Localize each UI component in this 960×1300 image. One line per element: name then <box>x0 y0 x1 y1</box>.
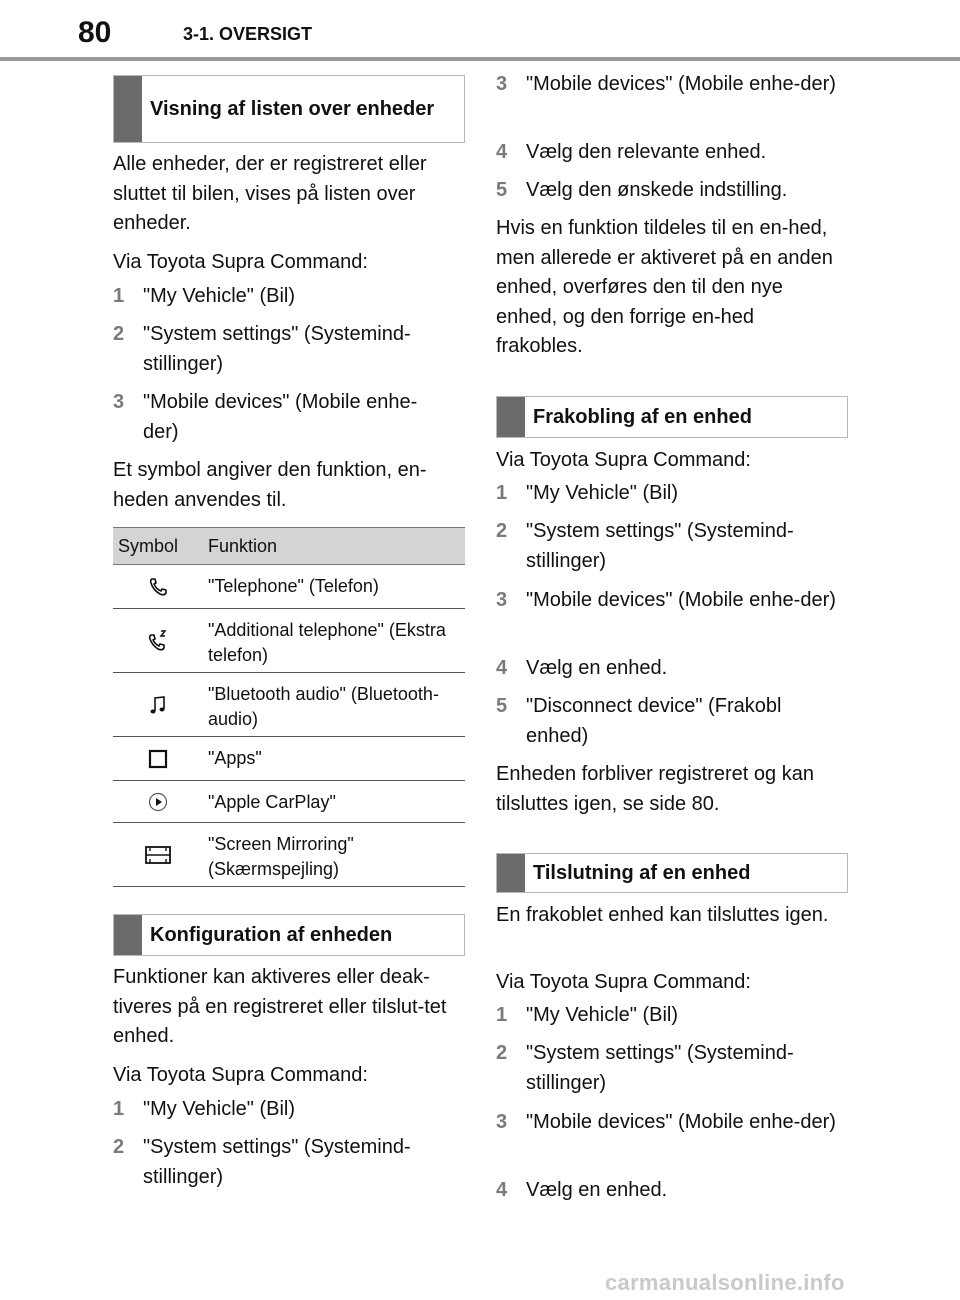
table-cell-function: "Bluetooth audio" (Bluetooth-audio) <box>203 673 465 737</box>
step-number: 5 <box>496 179 508 201</box>
step-number: 4 <box>496 141 508 163</box>
table-cell-icon <box>113 609 203 673</box>
step-number: 3 <box>496 1111 508 1133</box>
step-text: Vælg den ønskede indstilling. <box>526 179 788 201</box>
step-item <box>496 692 826 751</box>
page-number: 80 <box>78 16 112 49</box>
step-number: 3 <box>113 391 125 413</box>
config-paragraph: Funktioner kan aktiveres eller deak-tiveres på en registreret eller tilslut-tet enhed. <box>113 966 447 1047</box>
function-note: Hvis en funktion tildeles til en en-hed, men allerede er aktiveret på en anden enhed, overføres den til den nye enhed, og den forrige en-hed frakobles. <box>496 217 833 357</box>
step-text: "System settings" (Systemind-stillinger) <box>526 520 794 572</box>
step-item <box>496 1001 848 1031</box>
via-command-text: Via Toyota Supra Command: <box>496 971 751 993</box>
step-item <box>496 654 848 684</box>
telephone-icon <box>147 576 169 598</box>
step-number: 4 <box>496 1179 508 1201</box>
heading-device-list <box>113 75 465 143</box>
step-text: "My Vehicle" (Bil) <box>526 1004 679 1026</box>
heading-bar <box>497 397 525 437</box>
heading-text: Tilslutning af en enhed <box>533 862 751 884</box>
table-row <box>113 823 465 887</box>
screen-mirroring-icon <box>144 844 172 866</box>
step-item <box>496 1108 836 1138</box>
step-text: "Mobile devices" (Mobile enhe-der) <box>526 1111 836 1133</box>
heading-disconnect <box>496 396 848 438</box>
table-cell-icon <box>113 737 203 781</box>
watermark-text: carmanualsonline.info <box>605 1270 845 1295</box>
step-number: 1 <box>113 1098 125 1120</box>
step-item <box>496 1176 848 1206</box>
step-number: 3 <box>496 589 508 611</box>
header-divider <box>0 57 960 61</box>
via-command-text: Via Toyota Supra Command: <box>113 1064 368 1086</box>
table-cell-function: "Apple CarPlay" <box>203 781 465 823</box>
additional-telephone-icon <box>146 629 170 653</box>
step-text: Vælg en enhed. <box>526 657 668 679</box>
step-text: "System settings" (Systemind-stillinger) <box>526 1042 794 1094</box>
step-text: Vælg den relevante enhed. <box>526 141 767 163</box>
step-item <box>113 320 435 379</box>
table-row <box>113 673 465 737</box>
heading-bar <box>114 76 142 142</box>
reconnect-paragraph: En frakoblet enhed kan tilsluttes igen. <box>496 904 829 926</box>
step-number: 2 <box>496 1042 508 1064</box>
step-number: 3 <box>496 73 508 95</box>
table-cell-icon <box>113 673 203 737</box>
table-cell-function: "Screen Mirroring" (Skærmspejling) <box>203 823 465 887</box>
heading-text: Frakobling af en enhed <box>533 406 752 428</box>
table-cell-function: "Apps" <box>203 737 465 781</box>
step-text: "Mobile devices" (Mobile enhe-der) <box>526 73 836 95</box>
step-text: "My Vehicle" (Bil) <box>143 285 296 307</box>
via-command-text: Via Toyota Supra Command: <box>113 251 368 273</box>
step-text: "Disconnect device" (Frakobl enhed) <box>526 695 782 747</box>
step-item <box>113 282 465 312</box>
step-text: Vælg en enhed. <box>526 1179 668 1201</box>
table-header-function: Funktion <box>203 528 465 565</box>
step-item <box>496 586 836 616</box>
symbol-note: Et symbol angiver den funktion, en-heden anvendes til. <box>113 459 427 511</box>
step-number: 4 <box>496 657 508 679</box>
step-item <box>113 388 435 447</box>
step-number: 1 <box>496 1004 508 1026</box>
heading-device-config <box>113 914 465 956</box>
heading-bar <box>114 915 142 955</box>
step-item <box>496 138 848 168</box>
step-text: "Mobile devices" (Mobile enhe-der) <box>526 589 836 611</box>
table-row <box>113 737 465 781</box>
step-number: 2 <box>113 1136 125 1158</box>
music-note-icon <box>147 694 169 716</box>
step-text: "Mobile devices" (Mobile enhe-der) <box>143 391 418 443</box>
table-header-row <box>113 528 465 565</box>
step-item <box>496 70 836 100</box>
step-number: 1 <box>496 482 508 504</box>
apps-square-icon <box>147 748 169 770</box>
step-item <box>113 1133 435 1192</box>
heading-connect <box>496 853 848 893</box>
step-text: "System settings" (Systemind-stillinger) <box>143 323 411 375</box>
table-row <box>113 609 465 673</box>
table-cell-icon <box>113 823 203 887</box>
table-cell-function: "Telephone" (Telefon) <box>203 565 465 609</box>
step-number: 5 <box>496 695 508 717</box>
page-header <box>0 0 960 62</box>
step-number: 2 <box>496 520 508 542</box>
table-header-symbol: Symbol <box>113 528 203 565</box>
step-item <box>496 176 848 206</box>
step-item <box>496 479 848 509</box>
step-item <box>496 517 826 576</box>
symbol-table <box>113 527 465 887</box>
step-text: "My Vehicle" (Bil) <box>143 1098 296 1120</box>
step-number: 2 <box>113 323 125 345</box>
heading-text: Konfiguration af enheden <box>150 924 393 946</box>
carplay-play-icon <box>147 791 169 813</box>
step-text: "My Vehicle" (Bil) <box>526 482 679 504</box>
via-command-text: Via Toyota Supra Command: <box>496 449 751 471</box>
table-cell-function: "Additional telephone" (Ekstra telefon) <box>203 609 465 673</box>
step-text: "System settings" (Systemind-stillinger) <box>143 1136 411 1188</box>
table-row <box>113 781 465 823</box>
step-item <box>113 1095 465 1125</box>
disconnect-note: Enheden forbliver registreret og kan tilsluttes igen, se side 80. <box>496 763 814 815</box>
step-number: 1 <box>113 285 125 307</box>
heading-text: Visning af listen over enheder <box>150 98 435 120</box>
table-cell-icon <box>113 781 203 823</box>
intro-paragraph: Alle enheder, der er registreret eller sluttet til bilen, vises på listen over enheder. <box>113 153 427 234</box>
section-title: 3-1. OVERSIGT <box>183 24 313 44</box>
step-item <box>496 1039 826 1098</box>
heading-bar <box>497 854 525 892</box>
table-cell-icon <box>113 565 203 609</box>
table-row <box>113 565 465 609</box>
